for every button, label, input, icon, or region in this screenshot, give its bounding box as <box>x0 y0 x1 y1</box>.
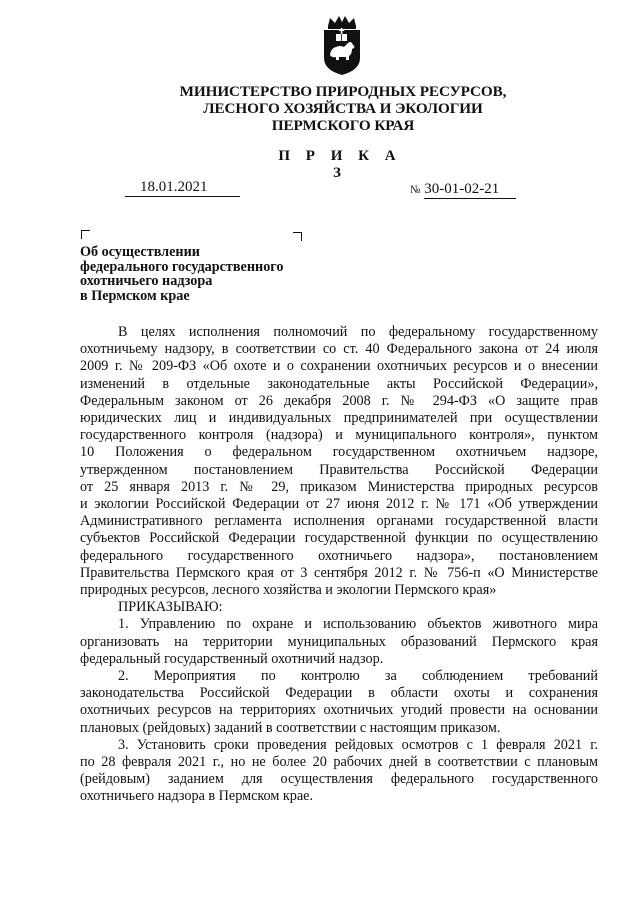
number-sign: № <box>410 184 421 196</box>
coat-of-arms-emblem <box>319 14 365 76</box>
order-subject <box>80 245 320 303</box>
intro-line: государственного контроля (надзора) и муниципального контроля», пунктом <box>80 427 598 444</box>
intro-line: Административного регламента исполнения органами государственной власти <box>80 513 598 530</box>
subject-line-2: федерального государственного <box>80 258 284 275</box>
order-number <box>410 180 516 199</box>
order-body <box>80 324 598 806</box>
intro-line: В целях исполнения полномочий по федеральному государственному <box>118 324 598 340</box>
item-line: организовать на территории муниципальных образований Пермского края <box>80 633 598 650</box>
intro-line: и экологии Российской Федерации от 27 июня 2012 г. № 171 «Об утверждении <box>80 496 598 513</box>
intro-line: от 25 января 2013 г. № 29, приказом Министерства природных ресурсов <box>80 478 598 495</box>
item-line: по 28 февраля 2021 г., но не более 20 рабочих дней в соответствии с плановым <box>80 754 598 771</box>
subject-line-3: охотничьего надзора <box>80 273 213 289</box>
subject-line-4: в Пермском крае <box>80 287 190 304</box>
order-number-value: 30-01-02-21 <box>424 180 516 199</box>
intro-line: Федеральным законом от 26 декабря 2008 г. № 294-ФЗ «О защите прав <box>80 392 598 409</box>
subject-corner-left <box>81 230 90 239</box>
item-line: федеральный государственный охотничий надзор. <box>80 650 384 667</box>
item-line: охотничьего надзора в Пермском крае. <box>80 788 314 805</box>
item-line: 1. Управлению по охране и использованию объектов животного мира <box>118 616 598 633</box>
intro-line: 10 Положения о федеральном государственном охотничьем надзоре, <box>80 444 598 461</box>
intro-line: федерального государственного охотничьего надзора», постановлением <box>80 547 598 564</box>
intro-line: 2009 г. № 209-ФЗ «Об охоте и о сохранении охотничьих ресурсов и о внесении <box>80 358 598 375</box>
intro-line: утвержденном постановлением Правительства Российской Федерации <box>80 461 598 478</box>
order-title: П Р И К А З <box>278 148 402 181</box>
ministry-line-1: МИНИСТЕРСТВО ПРИРОДНЫХ РЕСУРСОВ, <box>179 83 507 100</box>
item-line: 2. Мероприятия по контролю за соблюдением требований <box>118 668 598 685</box>
subject-corner-right <box>293 232 302 241</box>
item-line: охотничьих ресурсов на территориях охотничьих угодий провести на основании <box>80 702 598 719</box>
item-line: плановых (рейдовых) заданий в соответствии с настоящим приказом. <box>80 719 501 736</box>
subject-line-1: Об осуществлении <box>80 244 200 260</box>
intro-line: изменений в отдельные законодательные акты Российской Федерации», <box>80 375 598 392</box>
order-item-3 <box>80 737 598 806</box>
order-date: 18.01.2021 <box>125 178 240 197</box>
intro-line: охотничьему надзору, в соответствии со ст. 40 Федерального закона от 24 июля <box>80 341 598 358</box>
order-item-1 <box>80 616 598 668</box>
order-item-2 <box>80 668 598 737</box>
ministry-name <box>160 83 526 134</box>
intro-line: юридических лиц и индивидуальных предпринимателей при осуществлении <box>80 410 598 427</box>
ministry-line-2: ЛЕСНОГО ХОЗЯЙСТВА И ЭКОЛОГИИ <box>203 100 483 117</box>
item-line: (рейдовым) заданием для осуществления федерального государственного <box>80 771 598 788</box>
intro-line: природных ресурсов, лесного хозяйства и экологии Пермского края» <box>80 582 497 599</box>
intro-line: субъектов Российской Федерации государственной функции по осуществлению <box>80 530 598 547</box>
item-line: 3. Установить сроки проведения рейдовых осмотров с 1 февраля 2021 г. <box>118 736 598 753</box>
prikazyvayu-heading: ПРИКАЗЫВАЮ: <box>118 599 223 616</box>
intro-line: Правительства Пермского края от 3 сентября 2012 г. № 756-п «О Министерстве <box>80 564 598 581</box>
item-line: законодательства Российской Федерации в области охоты и сохранения <box>80 685 598 702</box>
ministry-line-3: ПЕРМСКОГО КРАЯ <box>271 117 415 134</box>
intro-paragraph <box>80 324 598 599</box>
